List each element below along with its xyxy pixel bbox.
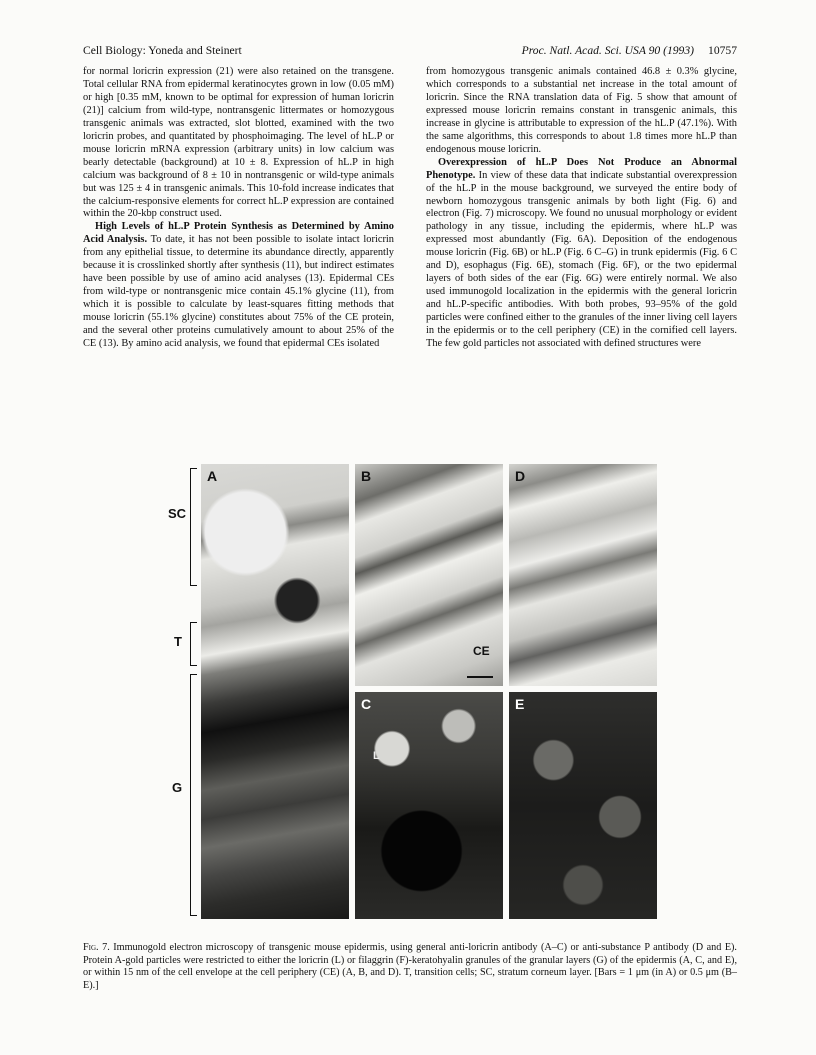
micrograph-panel-d: [509, 464, 657, 686]
figure-7-micrographs: [168, 464, 764, 919]
figure-caption-label: Fig. 7.: [83, 942, 110, 953]
panel-label-e: E: [515, 696, 525, 712]
left-paragraph-2: [83, 221, 394, 351]
section-heading-amino-acid: High Levels of hL.P Protein Synthesis as Determined by Amino Acid Analysis.: [83, 221, 394, 246]
panel-label-b: B: [361, 468, 372, 484]
panel-label-a: A: [207, 468, 218, 484]
loricrin-granule-label: L: [373, 750, 380, 762]
header-journal: [522, 44, 737, 57]
micrograph-panel-b: [355, 464, 503, 686]
bracket-sc: [190, 468, 197, 586]
layer-label-t: T: [174, 634, 182, 649]
left-column: [83, 66, 394, 351]
right-paragraph-2-body: In view of these data that indicate substantial overexpression of the hL.P in the mouse background, we surveyed the entire body of newborn homozygous transgenic animals by both light (Fig. 6) and electron (Fig. 7) microscopy. We found no unusual morphology or evident pathology in any tissue, including the epidermis, where hL.P was expressed most abundantly (Fig. 6A). Deposition of the endogenous mouse loricrin (Fig. 6B) or hL.P (Fig. 6 C–G) in trunk epidermis (Fig. 6 C and D), esophagus (Fig. 6E), stomach (Fig. 6F), or the two epidermal layers of both sides of the ear (Fig. 6G) were entirely normal. We also used immunogold localization in the epidermis with the general loricrin and hL.P-specific antibodies. With both probes, 93–95% of the gold particles were confined either to the granules of the inner living cell layers in the epidermis or to the cell periphery (CE) in the cornified cell layers. The few gold particles not associated with defined structures were: [426, 169, 737, 350]
layer-label-sc: SC: [168, 506, 187, 521]
figure-caption-text: Immunogold electron microscopy of transgenic mouse epidermis, using general anti-loricrin antibody (A–C) or anti-substance P antibody (D and E). Protein A-gold particles were restricted to either the loricrin (L) or filaggrin (F)-keratohyalin granules of the granular layers (G) of the epidermis (A, C, and E), or within 15 nm of the cell envelope at the cell periphery (CE) (A, B, and D). T, transition cells; SC, stratum corneum layer. [Bars = 1 μm (in A) or 0.5 μm (B–E).]: [83, 942, 737, 991]
panel-label-d: D: [515, 468, 526, 484]
right-paragraph-1: from homozygous transgenic animals contained 46.8 ± 0.3% glycine, which corresponds to a substantial net increase in the total amount of loricrin. Since the RNA translation data of Fig. 5 show that amount of expressed mouse loricrin remains constant in transgenic animals, this increase in glycine is attributable to expression of the hL.P (47.1%). With the same algorithms, this corresponds to about 1.8 times more hL.P than endogenous mouse loricrin.: [426, 66, 737, 155]
right-paragraph-2: [426, 157, 737, 351]
section-heading-phenotype: Overexpression of hL.P Does Not Produce an Abnormal Phenotype.: [426, 156, 737, 181]
figure-caption: [83, 942, 737, 992]
scale-bar-b: [467, 676, 493, 678]
left-paragraph-2-body: To date, it has not been possible to isolate intact loricrin from any epithelial tissue, to determine its abundance directly, apparently because it is crosslinked shortly after synthesis (11), but indirect estimates have been possible by use of amino acid analyses (13). Epidermal CEs from wild-type or nontransgenic mice contain 45.1% glycine (11), from which it is possible to calculate by least-squares fitting methods that mouse loricrin (55.1% glycine) constitutes about 75% of the CE protein, and the several other proteins cumulatively amount to about 25% of the CE (13). By amino acid analysis, we found that epidermal CEs isolated: [83, 234, 394, 350]
left-paragraph-1: for normal loricrin expression (21) were also retained on the transgene. Total cellular RNA from epidermal keratinocytes grown in low (0.05 mM) or high [0.35 mM, known to be optimal for expression of human loricrin (21)] calcium from wild-type, nontransgenic littermates or homozygous transgenic animals was extracted, slot blotted, examined with the two loricrin probes, and quantitated by phosphoimaging. The level of hL.P or mouse loricrin mRNA expression (arbitrary units) in low calcium was bearly detectable (background) at 10 ± 8. Expression of hL.P in high calcium was background of 8 ± 10 in nontransgenic or wild-type animals but was 125 ± 4 in transgenic animals. This 10-fold increase indicates that the calcium-responsive elements for correct hL.P expression are contained within the 20-kbp construct used.: [83, 66, 394, 220]
ce-label: CE: [473, 644, 490, 658]
layer-label-g: G: [172, 780, 183, 795]
running-header: [83, 44, 737, 60]
micrograph-panel-c: [355, 692, 503, 919]
right-column: [426, 66, 737, 351]
page-number: 10757: [708, 44, 737, 57]
bracket-t: [190, 622, 197, 666]
bracket-g: [190, 674, 197, 916]
micrograph-panel-e: [509, 692, 657, 919]
micrograph-panel-a: [201, 464, 349, 919]
header-journal-citation: Proc. Natl. Acad. Sci. USA 90 (1993): [521, 44, 695, 57]
header-section-title: Cell Biology: Yoneda and Steinert: [83, 44, 242, 57]
panel-label-c: C: [361, 696, 372, 712]
